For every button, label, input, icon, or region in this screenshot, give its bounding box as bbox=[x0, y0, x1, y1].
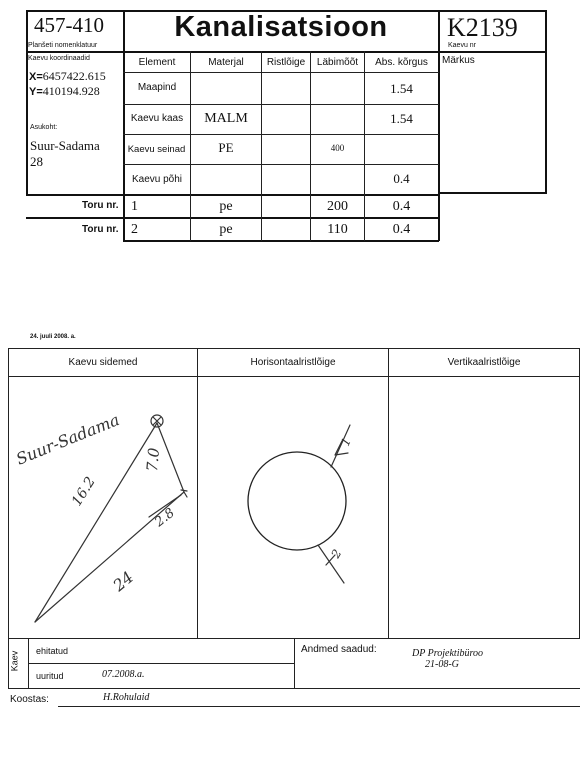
surveyed-value: 07.2008.a. bbox=[102, 669, 145, 680]
coord-x bbox=[29, 69, 106, 84]
col-header-height: Abs. kõrgus bbox=[375, 57, 428, 68]
footer-bottom bbox=[8, 688, 580, 689]
dim-mid: 2.8 bbox=[152, 505, 178, 531]
frame-divider-right bbox=[438, 10, 440, 241]
pipe-diameter: 200 bbox=[327, 199, 348, 214]
dim-long: 16.2 bbox=[68, 474, 99, 510]
col-title-vertical: Vertikaalristlõige bbox=[447, 357, 521, 368]
row-height: 0.4 bbox=[393, 171, 410, 186]
sheet-right bbox=[579, 348, 580, 638]
built-label: ehitatud bbox=[36, 646, 69, 656]
well-symbol bbox=[151, 415, 163, 427]
row-element: Kaevu põhi bbox=[131, 174, 183, 185]
col-header-material: Materjal bbox=[208, 57, 244, 68]
remark-header: Märkus bbox=[442, 55, 475, 66]
coord-y-label: Y= bbox=[29, 86, 43, 98]
table-header-line bbox=[123, 72, 439, 73]
location-caption: Asukoht: bbox=[30, 124, 58, 131]
table-row-line bbox=[123, 104, 439, 105]
pipe-height: 0.4 bbox=[392, 222, 411, 237]
ties-sketch bbox=[9, 377, 197, 638]
row-height: 1.54 bbox=[390, 111, 413, 126]
col-title-ties: Kaevu sidemed bbox=[68, 357, 138, 368]
street-label: Suur-Sadama bbox=[13, 410, 123, 469]
compiler-label: Koostas: bbox=[10, 694, 49, 705]
col-header-element: Element bbox=[138, 57, 176, 68]
col-title-horizontal: Horisontaalristlõige bbox=[250, 357, 336, 368]
horizontal-section bbox=[198, 377, 388, 638]
date-stamp: 24. juuli 2008. a. bbox=[30, 334, 76, 340]
frame-left bbox=[26, 10, 28, 195]
row-element: Maapind bbox=[137, 82, 177, 93]
row-element: Kaevu kaas bbox=[130, 113, 184, 124]
pipe-height: 0.4 bbox=[392, 199, 411, 214]
table-row-line bbox=[123, 164, 439, 165]
coord-y-value: 410194.928 bbox=[42, 84, 100, 98]
footer-divider-mid bbox=[294, 638, 295, 688]
row-material: MALM bbox=[204, 111, 248, 126]
coord-x-value: 6457422.615 bbox=[42, 69, 106, 83]
row-height: 1.54 bbox=[390, 81, 413, 96]
col-header-section: Ristlõige bbox=[266, 57, 306, 68]
dim-base: 24 bbox=[109, 567, 138, 596]
pipe-mark-2: 2 bbox=[328, 546, 345, 561]
pipe-diameter: 110 bbox=[327, 222, 348, 237]
row-material: PE bbox=[218, 140, 234, 155]
dim-short: 7.0 bbox=[143, 447, 164, 473]
footer-mid-line bbox=[28, 663, 294, 664]
row-diameter: 400 bbox=[330, 143, 345, 153]
table-row-line bbox=[26, 194, 439, 196]
row-element: Kaevu seinad bbox=[127, 144, 186, 155]
page-title: Kanalisatsioon bbox=[174, 11, 388, 43]
col-header-diameter: Läbimõõt bbox=[316, 57, 359, 68]
compiler-line bbox=[58, 706, 580, 707]
pipe-nr: 1 bbox=[131, 199, 138, 214]
compiler-value: H.Rohulaid bbox=[103, 692, 150, 703]
sheet-code: 457-410 bbox=[34, 13, 104, 37]
table-row-line bbox=[26, 217, 439, 219]
coord-y bbox=[29, 84, 100, 99]
pipe-mark-1: 1 bbox=[338, 435, 354, 449]
pipe-label: Toru nr. bbox=[82, 200, 119, 211]
location-line1: Suur-Sadama bbox=[30, 138, 100, 153]
sheet-caption: Planšeti nomenklatuur bbox=[28, 42, 98, 49]
location-line2: 28 bbox=[30, 154, 43, 169]
pipe-nr: 2 bbox=[131, 222, 138, 237]
frame-divider-left bbox=[123, 10, 125, 241]
source-line1: DP Projektibüroo bbox=[412, 648, 484, 659]
source-line2: 21-08-G bbox=[425, 659, 459, 670]
coord-x-label: X= bbox=[29, 71, 43, 83]
frame-table-bottom bbox=[123, 240, 439, 242]
frame-header-bottom bbox=[26, 51, 546, 53]
well-id: K2139 bbox=[447, 13, 518, 42]
pipe-label: Toru nr. bbox=[82, 224, 119, 235]
frame-right bbox=[545, 10, 547, 193]
frame-remark-bottom bbox=[438, 192, 547, 194]
sheet-top bbox=[8, 348, 580, 349]
well-id-caption: Kaevu nr bbox=[448, 42, 477, 49]
table-row-line bbox=[123, 134, 439, 135]
source-label: Andmed saadud: bbox=[301, 644, 377, 655]
coords-caption: Kaevu koordinaadid bbox=[28, 55, 90, 62]
pipe-material: pe bbox=[219, 222, 233, 237]
sheet-divider-2 bbox=[388, 348, 389, 638]
side-label: Kaev bbox=[9, 650, 20, 672]
pipe-material: pe bbox=[219, 199, 233, 214]
table-col-line bbox=[261, 51, 262, 241]
surveyed-label: uuritud bbox=[36, 671, 64, 681]
